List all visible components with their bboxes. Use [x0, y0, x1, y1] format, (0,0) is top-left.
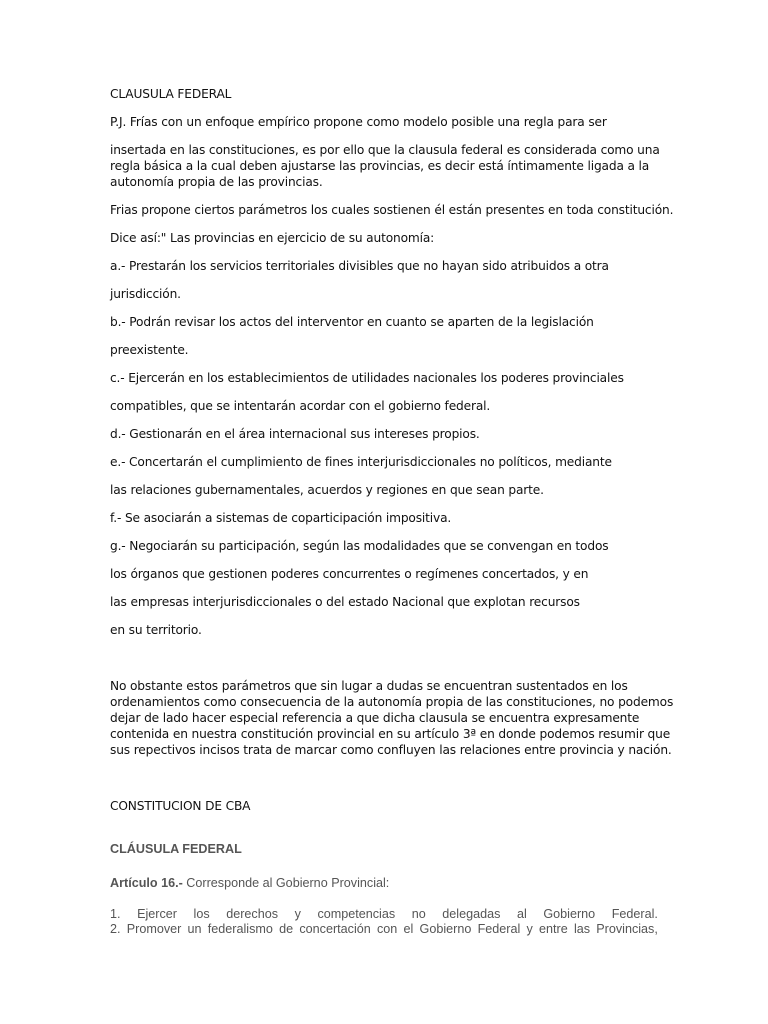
word: y	[526, 922, 533, 936]
list-item-c-cont: compatibles, que se intentarán acordar con el gobierno federal.	[110, 399, 491, 413]
word: Gobierno	[543, 907, 596, 921]
document-body	[110, 86, 674, 814]
list-item-a: a.- Prestarán los servicios territoriales divisibles que no hayan sido atribuidos a otra	[110, 259, 609, 273]
word: delegadas	[442, 907, 501, 921]
word: los	[193, 907, 210, 921]
article-label: Artículo 16.-	[110, 876, 183, 890]
word: Ejercer	[137, 907, 177, 921]
list-item-g-cont: los órganos que gestionen poderes concurrentes o regímenes concertados, y en	[110, 567, 589, 581]
word: con	[376, 922, 398, 936]
word: 2.	[110, 922, 121, 936]
list-item-e: e.- Concertarán el cumplimiento de fines interjurisdiccionales no políticos, mediante	[110, 455, 612, 469]
list-item-g-cont: las empresas interjurisdiccionales o del estado Nacional que explotan recursos	[110, 595, 580, 609]
word: y	[294, 907, 301, 921]
word: competencias	[317, 907, 396, 921]
paragraph-1: P.J. Frías con un enfoque empírico propone como modelo posible una regla para ser	[110, 115, 607, 129]
word: 1.	[110, 907, 121, 921]
word: concertación	[299, 922, 371, 936]
paragraph-2-line: autonomía propia de las provincias.	[110, 175, 323, 189]
word: de	[279, 922, 294, 936]
paragraph-2	[110, 142, 658, 190]
list-item-g: g.- Negociarán su participación, según las modalidades que se convengan en todos	[110, 539, 609, 553]
list-item-d: d.- Gestionarán en el área internacional sus intereses propios.	[110, 427, 480, 441]
paragraph-5-line: ordenamientos como consecuencia de la autonomía propia de las constituciones, no podemos	[110, 695, 674, 709]
word: las	[573, 922, 591, 936]
section-title: CONSTITUCION DE CBA	[110, 799, 251, 813]
word: Federal.	[611, 907, 658, 921]
word: Federal	[477, 922, 521, 936]
word: derechos	[226, 907, 279, 921]
list-item-g-cont: en su territorio.	[110, 623, 202, 637]
paragraph-5	[110, 678, 674, 758]
word: federalismo	[207, 922, 273, 936]
word: el	[403, 922, 414, 936]
paragraph-2-line: regla básica a la cual deben ajustarse las provincias, es decir está íntimamente ligada a la	[110, 159, 650, 173]
word: al	[516, 907, 527, 921]
document-heading: CLAUSULA FEDERAL	[110, 87, 232, 101]
paragraph-2-line: insertada en las constituciones, es por ello que la clausula federal es considerada como una	[110, 143, 660, 157]
word: Promover	[126, 922, 182, 936]
list-item-b: b.- Podrán revisar los actos del interventor en cuanto se aparten de la legislación	[110, 315, 594, 329]
article-heading	[110, 875, 658, 891]
paragraph-3: Frias propone ciertos parámetros los cuales sostienen él están presentes en toda constitución.	[110, 203, 674, 217]
article-list-line-1	[110, 907, 658, 922]
list-item-e-cont: las relaciones gubernamentales, acuerdos y regiones en que sean parte.	[110, 483, 544, 497]
word: Gobierno	[419, 922, 472, 936]
list-item-a-cont: jurisdicción.	[110, 287, 181, 301]
paragraph-5-line: contenida en nuestra constitución provincial en su artículo 3ª en donde podemos resumir que	[110, 727, 671, 741]
article-text: Corresponde al Gobierno Provincial:	[182, 876, 390, 890]
clause-title: CLÁUSULA FEDERAL	[110, 842, 242, 856]
word: no	[411, 907, 426, 921]
list-item-b-cont: preexistente.	[110, 343, 189, 357]
paragraph-5-line: sus repectivos incisos trata de marcar como confluyen las relaciones entre provincia y nación.	[110, 743, 672, 757]
article-list-line-2	[110, 922, 658, 937]
article-list	[110, 907, 658, 937]
constitution-section	[110, 841, 658, 937]
word: un	[187, 922, 202, 936]
list-item-f: f.- Se asociarán a sistemas de coparticipación impositiva.	[110, 511, 452, 525]
word: Provincias,	[596, 922, 658, 936]
paragraph-4: Dice así:" Las provincias en ejercicio de su autonomía:	[110, 231, 435, 245]
paragraph-5-line: dejar de lado hacer especial referencia a que dicha clausula se encuentra expresamente	[110, 711, 640, 725]
list-item-c: c.- Ejercerán en los establecimientos de utilidades nacionales los poderes provinciales	[110, 371, 624, 385]
paragraph-5-line: No obstante estos parámetros que sin lugar a dudas se encuentran sustentados en los	[110, 679, 628, 693]
word: entre	[539, 922, 568, 936]
